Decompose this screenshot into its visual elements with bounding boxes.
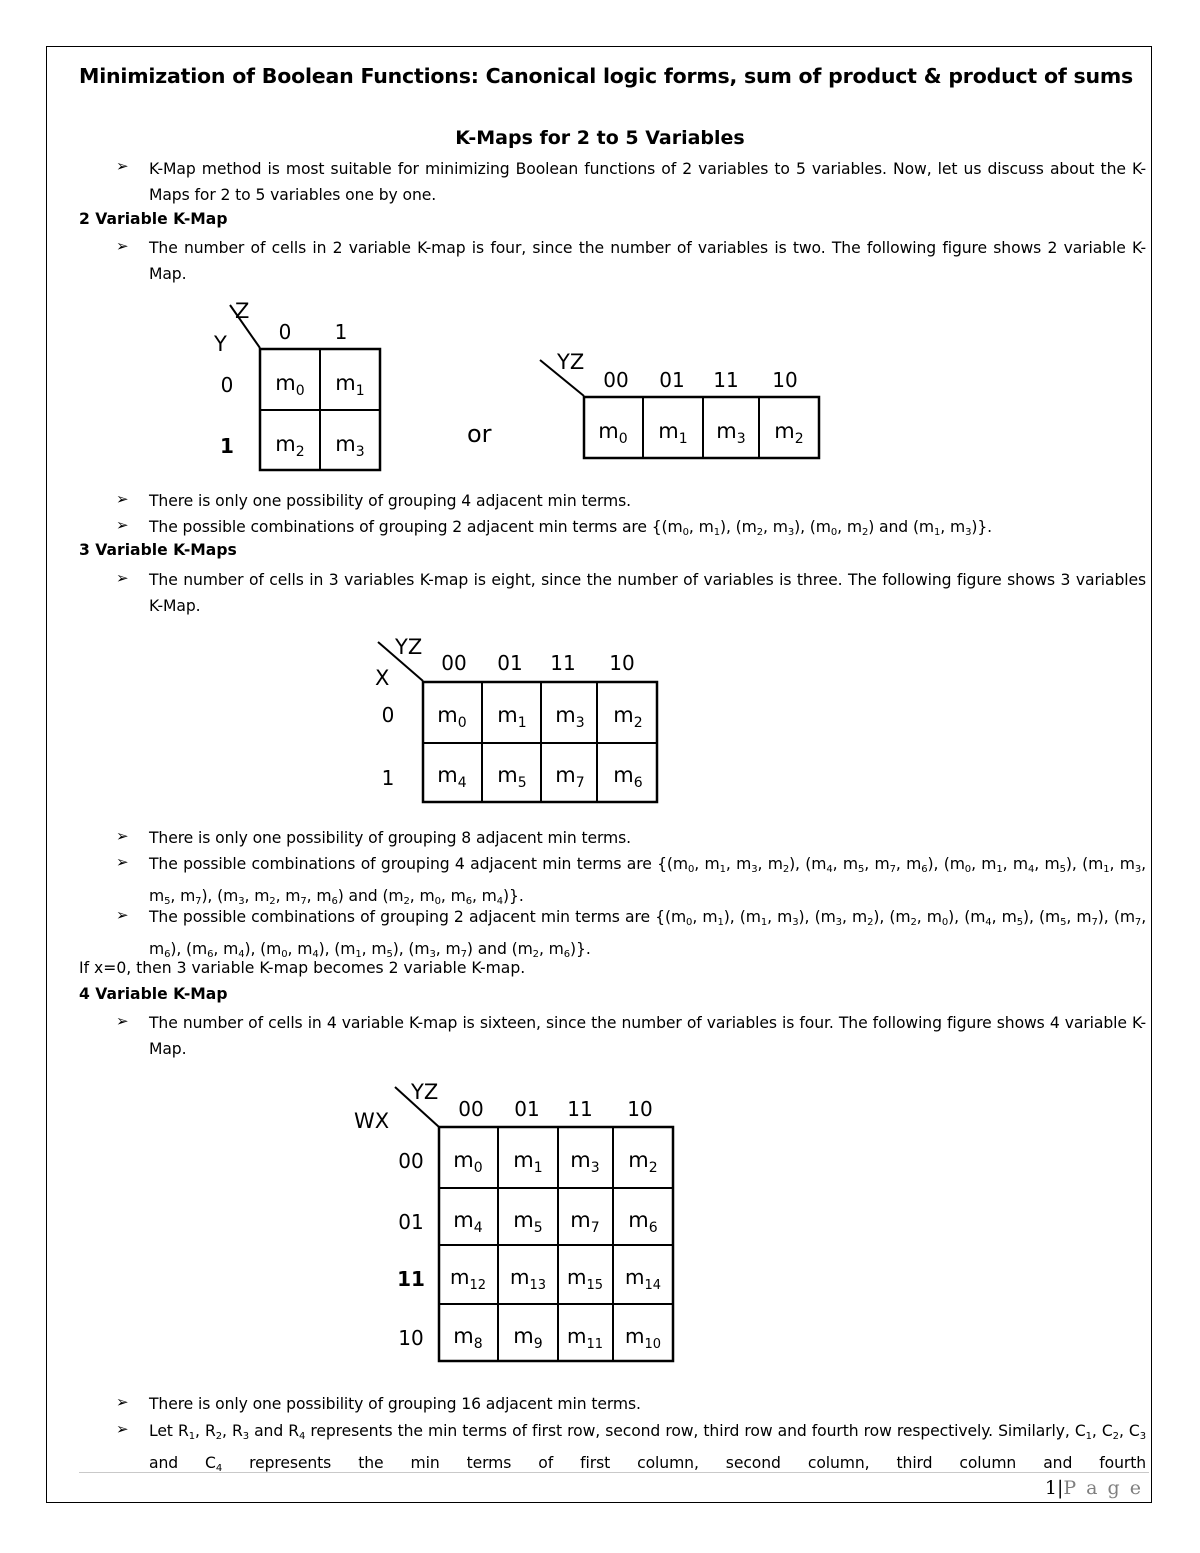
kmap-cell: $m_5$ bbox=[513, 1208, 543, 1236]
kmap-col-label: 10 bbox=[627, 1097, 653, 1121]
sec3-paragraph-4: The possible combinations of grouping 2 adjacent min terms are {($m_0$, $m_1$), ($m_1$, $m_3$), ($m_3$, $m_2$), ($m_2$, $m_0$), ($m_4$, $m_5$), ($m_5$, $m_7$), ($m_7$, $m_6$), ($m_6$, $m_4$), ($m_0$, $m_4$), ($m_1$, $m_5$), ($m_3$, $m_7$) and ($m_2$, $m_6$)}. bbox=[149, 908, 1147, 961]
kmap-cell: $m_{12}$ bbox=[449, 1265, 487, 1293]
kmap-cell: $m_2$ bbox=[275, 432, 305, 460]
bullet-icon: ➢ bbox=[116, 827, 129, 845]
kmap-cell: $m_{13}$ bbox=[509, 1265, 547, 1293]
kmap-cell: $m_8$ bbox=[453, 1324, 483, 1352]
kmap-cell: $m_0$ bbox=[453, 1148, 483, 1176]
bullet-icon: ➢ bbox=[116, 906, 129, 924]
kmap-cell: $m_0$ bbox=[275, 371, 305, 399]
kmap-col-label: 11 bbox=[550, 651, 576, 675]
or-label: or bbox=[467, 420, 492, 448]
kmap-cell: $m_1$ bbox=[658, 419, 688, 447]
footer-divider bbox=[79, 1472, 1149, 1473]
kmap-cell: $m_{11}$ bbox=[566, 1324, 604, 1352]
kmap-cell: $m_3$ bbox=[716, 419, 746, 447]
kmap-cell: $m_0$ bbox=[437, 703, 467, 731]
kmap-row-label: 0 bbox=[381, 703, 395, 727]
bullet-icon: ➢ bbox=[116, 569, 129, 587]
kmap-4var bbox=[345, 1075, 685, 1370]
kmap-var-col: YZ bbox=[411, 1080, 439, 1104]
kmap-col-label: 10 bbox=[609, 651, 635, 675]
kmap-col-label: 00 bbox=[603, 368, 629, 392]
kmap-cell: $m_{14}$ bbox=[624, 1265, 662, 1293]
kmap-cell: $m_2$ bbox=[628, 1148, 658, 1176]
kmap-col-label: 1 bbox=[334, 320, 348, 344]
kmap-cell: $m_2$ bbox=[774, 419, 804, 447]
bullet-icon: ➢ bbox=[116, 1393, 129, 1411]
footer-separator: | bbox=[1056, 1477, 1064, 1499]
kmap-cell: $m_{15}$ bbox=[566, 1265, 604, 1293]
kmap-cell: $m_4$ bbox=[453, 1208, 483, 1236]
kmap-var-row: X bbox=[375, 666, 390, 690]
kmap-col-label: 0 bbox=[278, 320, 292, 344]
kmap-cell: $m_1$ bbox=[513, 1148, 543, 1176]
heading-3-variable: 3 Variable K-Maps bbox=[79, 541, 237, 559]
sec2-paragraph-2: There is only one possibility of grouping 4 adjacent min terms. bbox=[149, 492, 632, 510]
kmap-col-label: 10 bbox=[772, 368, 798, 392]
kmap-col-label: 11 bbox=[567, 1097, 593, 1121]
heading-4-variable: 4 Variable K-Map bbox=[79, 985, 228, 1003]
sec3-paragraph-2: There is only one possibility of grouping 8 adjacent min terms. bbox=[149, 829, 632, 847]
kmap-row-label: 01 bbox=[398, 1210, 424, 1234]
sec3-note: If x=0, then 3 variable K-map becomes 2 variable K-map. bbox=[79, 959, 526, 977]
kmap-var-col: Z bbox=[235, 299, 250, 323]
kmap-col-label: 01 bbox=[659, 368, 685, 392]
section-title: K-Maps for 2 to 5 Variables bbox=[455, 127, 745, 149]
kmap-col-label: 11 bbox=[713, 368, 739, 392]
heading-2-variable: 2 Variable K-Map bbox=[79, 210, 228, 228]
page-word: P a g e bbox=[1063, 1477, 1143, 1499]
kmap-row-label: 1 bbox=[220, 434, 234, 458]
sec4-paragraph-3: Let $R_1$, $R_2$, $R_3$ and $R_4$ represents the min terms of first row, second row, third row and fourth row respectively. Similarly, $C_1$, $C_2$, $C_3$ and $C_4$ represents the min terms of first column, second column, third column and fourth bbox=[149, 1422, 1146, 1475]
kmap-cell: $m_2$ bbox=[613, 703, 643, 731]
kmap-cell: $m_3$ bbox=[555, 703, 585, 731]
bullet-icon: ➢ bbox=[116, 516, 129, 534]
bullet-icon: ➢ bbox=[116, 237, 129, 255]
kmap-2var-square bbox=[200, 295, 400, 480]
kmap-cell: $m_7$ bbox=[570, 1208, 600, 1236]
page-number: 1 bbox=[1044, 1477, 1057, 1499]
kmap-cell: $m_3$ bbox=[570, 1148, 600, 1176]
kmap-cell: $m_{10}$ bbox=[624, 1324, 662, 1352]
bullet-icon: ➢ bbox=[116, 1012, 129, 1030]
kmap-2var-row bbox=[535, 345, 830, 465]
kmap-col-label: 00 bbox=[458, 1097, 484, 1121]
page-title: Minimization of Boolean Functions: Canonical logic forms, sum of product & product of sums bbox=[79, 64, 1134, 88]
kmap-cell: $m_6$ bbox=[628, 1208, 658, 1236]
kmap-cell: $m_0$ bbox=[598, 419, 628, 447]
sec3-paragraph-1: The number of cells in 3 variables K-map is eight, since the number of variables is three. The following figure shows 3 variables K-Map. bbox=[149, 571, 1146, 616]
bullet-icon: ➢ bbox=[116, 157, 129, 175]
kmap-3var bbox=[360, 630, 670, 810]
kmap-cell: $m_3$ bbox=[335, 432, 365, 460]
sec2-paragraph-1: The number of cells in 2 variable K-map is four, since the number of variables is two. The following figure shows 2 variable K-Map. bbox=[149, 239, 1146, 284]
kmap-cell: $m_9$ bbox=[513, 1324, 543, 1352]
kmap-var-row: Y bbox=[214, 332, 227, 356]
page-footer bbox=[1045, 1477, 1143, 1499]
sec2-paragraph-3: The possible combinations of grouping 2 adjacent min terms are {($m_0$, $m_1$), ($m_2$, $m_3$), ($m_0$, $m_2$) and ($m_1$, $m_3$)}. bbox=[149, 518, 993, 538]
kmap-row-label: 0 bbox=[220, 373, 234, 397]
bullet-icon: ➢ bbox=[116, 490, 129, 508]
kmap-col-label: 01 bbox=[514, 1097, 540, 1121]
bullet-icon: ➢ bbox=[116, 853, 129, 871]
kmap-cell: $m_4$ bbox=[437, 763, 467, 791]
kmap-cell: $m_5$ bbox=[497, 763, 527, 791]
kmap-cell: $m_7$ bbox=[555, 763, 585, 791]
sec4-paragraph-2: There is only one possibility of grouping 16 adjacent min terms. bbox=[149, 1395, 641, 1413]
intro-paragraph: K-Map method is most suitable for minimizing Boolean functions of 2 variables to 5 variables. Now, let us discuss about the K-Maps for 2 to 5 variables one by one. bbox=[149, 160, 1146, 205]
kmap-cell: $m_1$ bbox=[497, 703, 527, 731]
kmap-row-label: 11 bbox=[397, 1267, 425, 1291]
kmap-var-col: YZ bbox=[557, 350, 585, 374]
kmap-col-label: 00 bbox=[441, 651, 467, 675]
kmap-cell: $m_6$ bbox=[613, 763, 643, 791]
kmap-row-label: 10 bbox=[398, 1326, 424, 1350]
kmap-row-label: 1 bbox=[381, 766, 395, 790]
kmap-var-row: WX bbox=[354, 1109, 390, 1133]
sec4-paragraph-1: The number of cells in 4 variable K-map is sixteen, since the number of variables is four. The following figure shows 4 variable K-Map. bbox=[149, 1014, 1146, 1059]
sec3-paragraph-3: The possible combinations of grouping 4 adjacent min terms are {($m_0$, $m_1$, $m_3$, $m_2$), ($m_4$, $m_5$, $m_7$, $m_6$), ($m_0$, $m_1$, $m_4$, $m_5$), ($m_1$, $m_3$, $m_5$, $m_7$), ($m_3$, $m_2$, $m_7$, $m_6$) and ($m_2$, $m_0$, $m_6$, $m_4$)}. bbox=[149, 855, 1146, 908]
kmap-cell: $m_1$ bbox=[335, 371, 365, 399]
kmap-col-label: 01 bbox=[497, 651, 523, 675]
kmap-row-label: 00 bbox=[398, 1149, 424, 1173]
kmap-var-col: YZ bbox=[395, 635, 423, 659]
bullet-icon: ➢ bbox=[116, 1420, 129, 1438]
